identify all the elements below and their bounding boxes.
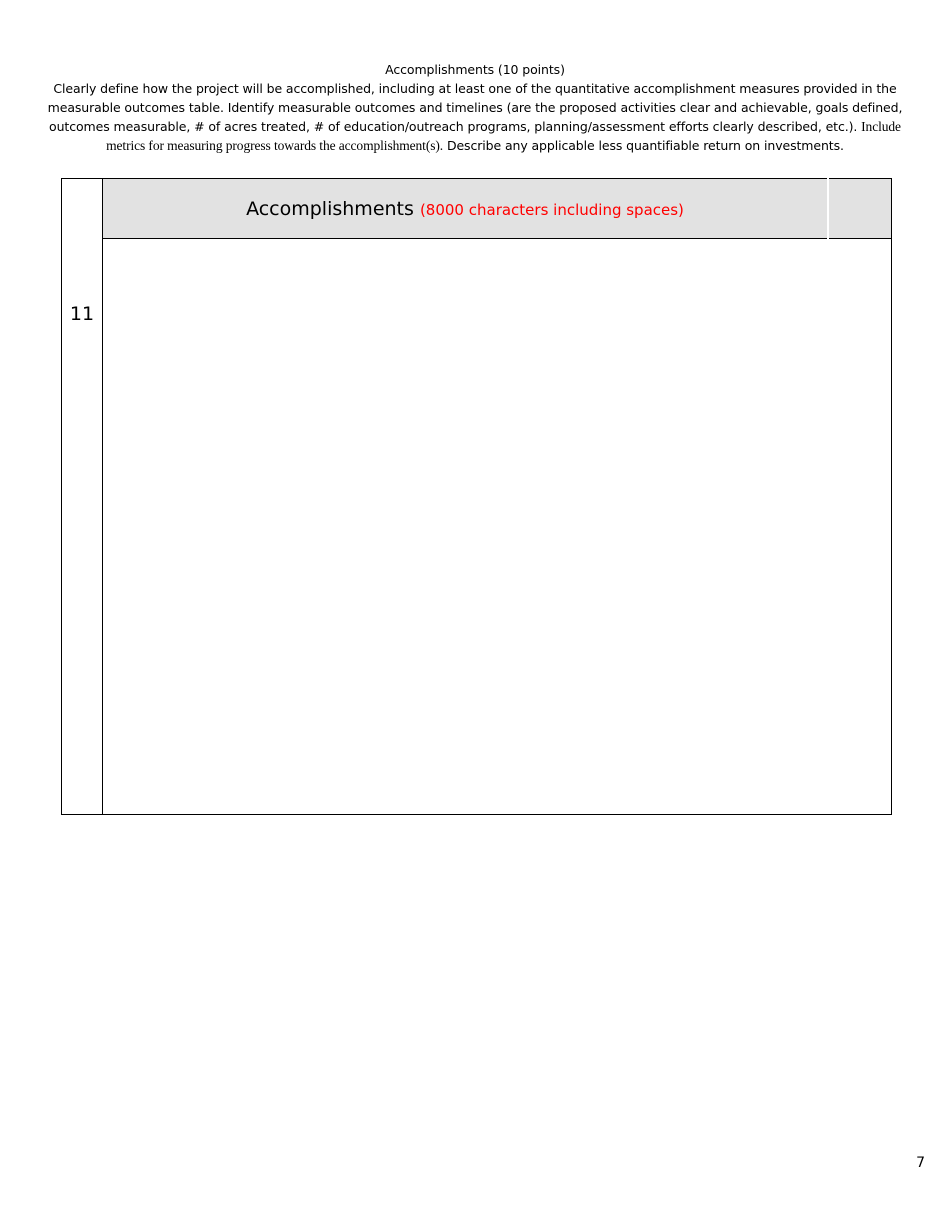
instructions-roi-text: Describe any applicable less quantifiable return on investments. (446, 138, 844, 153)
instructions-metrics-text: Include metrics for measuring progress towards the accomplishment(s). (106, 119, 901, 153)
accomplishments-header (103, 179, 829, 239)
character-limit-note: (8000 characters including spaces) (419, 200, 684, 219)
section-title: Accomplishments (10 points) (385, 62, 565, 77)
accomplishments-table (61, 178, 892, 815)
accomplishments-response-field[interactable] (103, 239, 892, 815)
page-number: 7 (916, 1155, 925, 1171)
header-right-cell (828, 179, 892, 239)
instructions-text: Clearly define how the project will be accomplished, including at least one of the quantitative accomplishment measures provided in the measurable outcomes table. Identify measurable outcomes and timelines (are the proposed activities clear and achievable, goals defined, outcomes measurable, # of acres treated, # of education/outreach programs, planning/assessment efforts clearly described, etc.). (47, 81, 903, 134)
row-number: 11 (62, 179, 103, 815)
instructions-block (40, 60, 910, 155)
header-title: Accomplishments (246, 197, 414, 220)
